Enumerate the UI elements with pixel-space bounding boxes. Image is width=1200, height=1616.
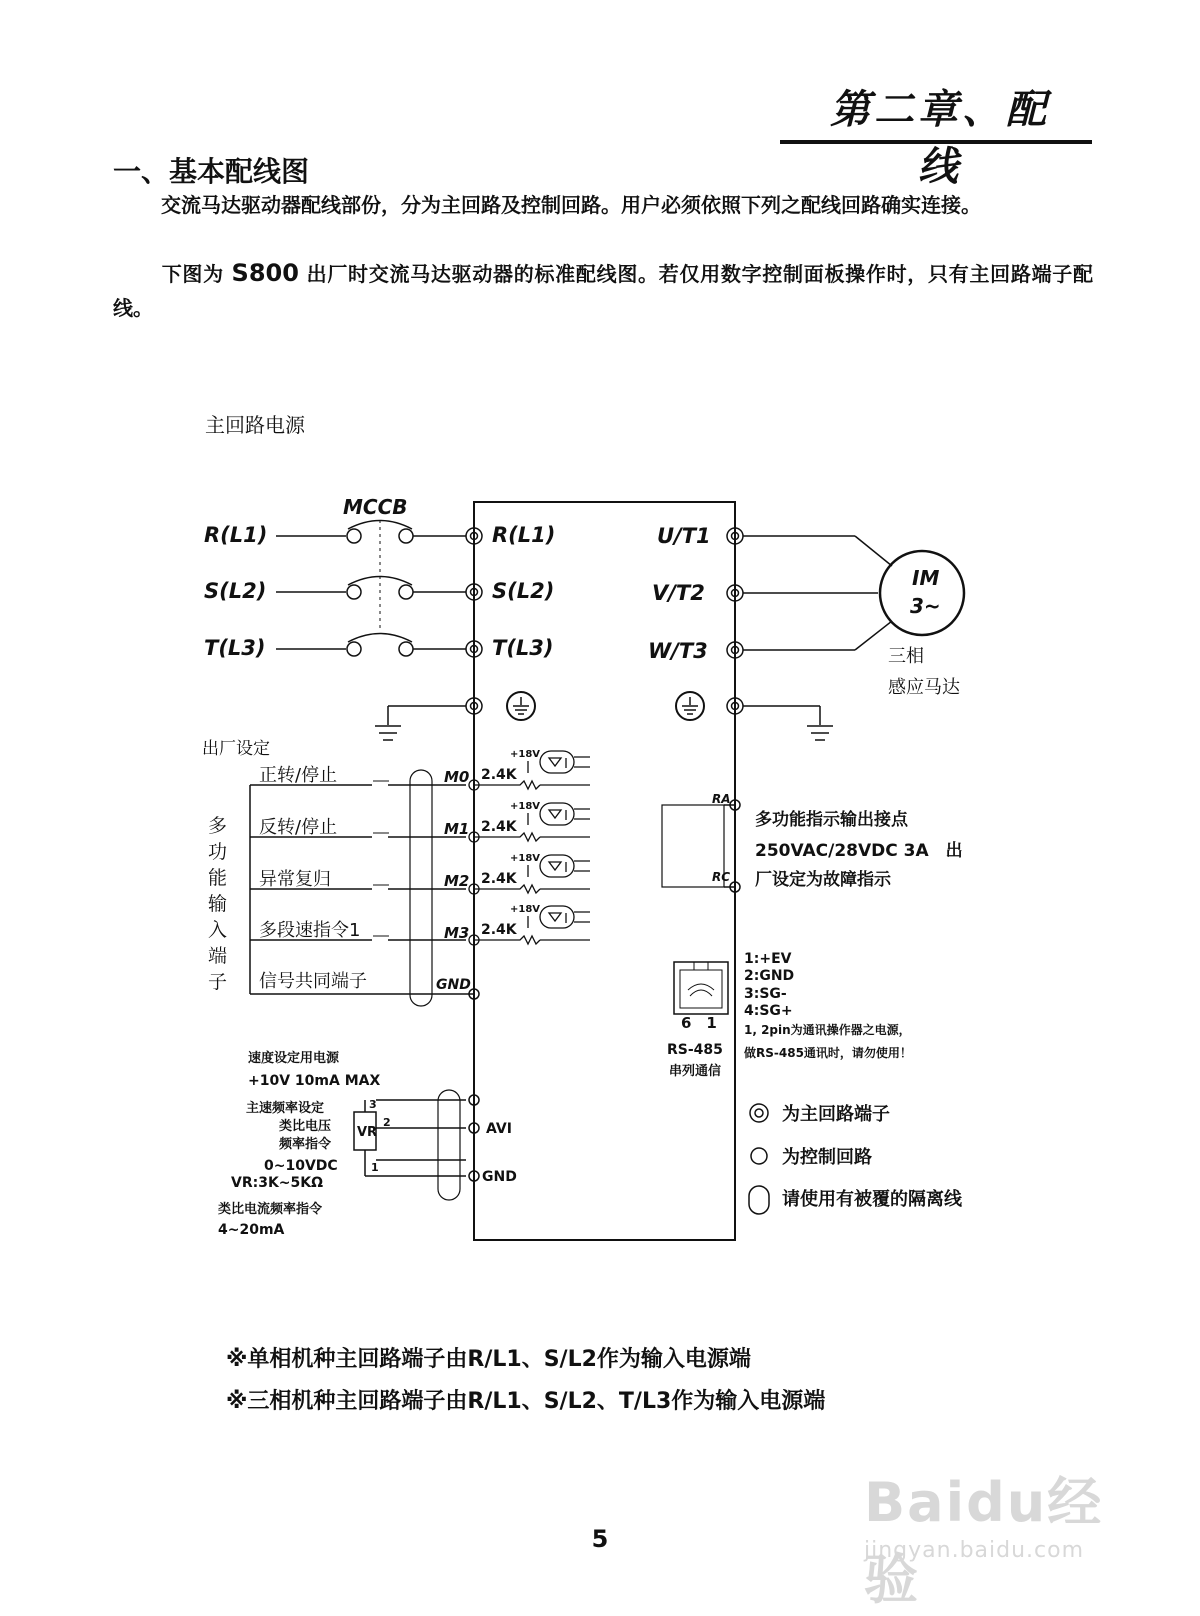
inputs-group-char: 功 [208, 841, 228, 863]
rs485-label: RS-485 [667, 1042, 723, 1058]
breaker-arc-t [348, 634, 412, 643]
shield-cable [410, 770, 432, 1006]
input-line-t: T(L3) [204, 636, 266, 660]
analog-current-1: 类比电流频率指令 [218, 1202, 323, 1217]
breaker-contact [347, 529, 361, 543]
opto-led [549, 810, 566, 820]
motor-circle [880, 551, 964, 635]
terminal-v: V/T2 [652, 581, 705, 605]
rs485-pin-numbers: 6 1 [681, 1014, 717, 1032]
relay-rc-label: RC [712, 870, 731, 884]
watermark-logo: Baidu经验 [864, 1471, 1104, 1611]
rs485-pin-4: 4:SG+ [744, 1003, 793, 1019]
inputs-group-char: 入 [208, 919, 228, 941]
rs485-note-1: 1, 2pin为通讯操作器之电源， [744, 1023, 911, 1037]
analog-desc-3: 频率指令 [279, 1137, 332, 1152]
switch-multispeed: 多段速指令1 [259, 920, 361, 941]
m0-label: M0 [444, 768, 470, 786]
terminal-u: U/T1 [657, 524, 711, 548]
vr-pin-1: 1 [371, 1161, 379, 1174]
opto-output [574, 809, 590, 819]
rs485-jack-inner [680, 962, 722, 1008]
inputs-group-char: 多 [208, 815, 228, 837]
intro-text: 交流马达驱动器配线部份，分为主回路及控制回路。用户必须依照下列之配线回路确实连接。 [161, 193, 981, 217]
rs485-pin-3: 3:SG- [744, 986, 787, 1002]
breaker-contact [347, 642, 361, 656]
switch-reset: 异常复归 [259, 869, 331, 890]
motor-caption-2: 感应马达 [888, 677, 960, 698]
note-single-phase: ※单相机种主回路端子由R/L1、S/L2作为输入电源端 [226, 1347, 751, 1372]
inputs-group-char: 输 [208, 893, 228, 915]
watermark-url: jingyan.baidu.com [864, 1538, 1085, 1563]
opto-led [549, 862, 566, 872]
rs485-note-2: 做RS-485通讯时，请勿使用！ [744, 1046, 912, 1060]
rs485-pins [688, 984, 714, 996]
relay-ra-label: RA [712, 792, 731, 806]
model-name: S800 [231, 259, 299, 287]
legend-control-circuit: 为控制回路 [782, 1147, 872, 1168]
legend-main-icon-inner [755, 1109, 763, 1117]
relay-desc-3: 厂设定为故障指示 [755, 870, 891, 890]
m1-label: M1 [444, 820, 470, 838]
analog-shield [438, 1090, 460, 1200]
rs485-label-2: 串列通信 [669, 1064, 722, 1079]
input-line-s: S(L2) [204, 579, 267, 603]
breaker-contact [347, 585, 361, 599]
inputs-group-char: 端 [208, 945, 228, 967]
vr-pin-3: 3 [369, 1098, 377, 1111]
analog-gnd-label: GND [482, 1169, 517, 1185]
wire-w-motor [855, 621, 892, 650]
rs485-pin-2: 2:GND [744, 968, 795, 984]
legend-shielded-wire: 请使用有被覆的隔离线 [782, 1189, 962, 1210]
chapter-rule [780, 140, 1092, 144]
switch-lever [373, 781, 389, 936]
common-terminal-label: 信号共同端子 [259, 971, 367, 992]
motor-label-1: IM [912, 566, 940, 590]
resistor-label: 2.4K [481, 819, 517, 835]
section-title: 一、基本配线图 [113, 155, 310, 188]
optocoupler [540, 803, 574, 825]
switch-reverse: 反转/停止 [259, 817, 338, 838]
avi-label: AVI [486, 1121, 512, 1137]
opto-led [549, 758, 566, 768]
diagram-title: 主回路电源 [205, 413, 305, 437]
analog-desc-1: 主速频率设定 [246, 1101, 325, 1116]
note-three-phase: ※三相机种主回路端子由R/L1、S/L2、T/L3作为输入电源端 [226, 1389, 826, 1414]
breaker-contact [399, 529, 413, 543]
chapter-title: 第二章、配 线 [830, 87, 1094, 190]
analog-vr-range: VR:3K~5KΩ [231, 1175, 324, 1191]
analog-current-2: 4~20mA [218, 1222, 285, 1238]
intro-paragraph [113, 188, 1093, 222]
vr-label: VR [357, 1125, 378, 1140]
analog-range: 0~10VDC [264, 1158, 338, 1174]
optocoupler [540, 855, 574, 877]
optocoupler [540, 906, 574, 928]
terminal-r: R(L1) [492, 523, 556, 547]
optocoupler [540, 751, 574, 773]
motor-caption-1: 三相 [888, 646, 924, 667]
analog-supply-2: +10V 10mA MAX [248, 1073, 381, 1089]
m3-label: M3 [444, 924, 470, 942]
opto-output [574, 861, 590, 871]
wiring-diagram [0, 400, 1200, 1300]
resistor-label: 2.4K [481, 922, 517, 938]
m2-label: M2 [444, 872, 470, 890]
analog-desc-2: 类比电压 [279, 1119, 332, 1134]
analog-supply-1: 速度设定用电源 [248, 1051, 340, 1066]
vr-pin-2: 2 [383, 1116, 391, 1129]
relay-desc-1: 多功能指示输出接点 [755, 810, 908, 830]
baidu-watermark [864, 1460, 1134, 1611]
inputs-group-char: 子 [208, 971, 228, 993]
breaker-contact [399, 642, 413, 656]
pullup-label: +18V [510, 749, 541, 760]
motor-label-2: 3~ [910, 594, 941, 618]
common-gnd-label: GND [436, 977, 471, 993]
breaker-contact [399, 585, 413, 599]
page-number: 5 [591, 1525, 609, 1553]
terminal-s: S(L2) [492, 579, 555, 603]
factory-setting-label: 出厂设定 [202, 739, 270, 759]
para2-suffix: 出厂时交流马达驱动器的标准配线图。若仅用数字控制面板操作时，只有主回路端子配线。 [113, 262, 1094, 320]
wire-u-motor [855, 536, 892, 566]
switch-forward: 正转/停止 [259, 765, 338, 786]
rs485-pin-1: 1:+EV [744, 951, 792, 967]
legend-main-circuit: 为主回路端子 [782, 1104, 890, 1125]
opto-output [574, 757, 590, 767]
relay-desc-2: 250VAC/28VDC 3A 出 [755, 841, 963, 861]
inputs-group-char: 能 [208, 867, 228, 889]
opto-output [574, 912, 590, 922]
pullup-label: +18V [510, 801, 541, 812]
opto-led [549, 913, 566, 923]
inputs-group-label [208, 815, 227, 993]
pullup-label: +18V [510, 904, 541, 915]
mccb-label: MCCB [343, 495, 408, 519]
terminal-w: W/T3 [648, 639, 708, 663]
para2-prefix: 下图为 [161, 262, 224, 286]
legend-control-icon [751, 1148, 767, 1164]
legend-main-icon [750, 1104, 768, 1122]
pullup-label: +18V [510, 853, 541, 864]
resistor-label: 2.4K [481, 767, 517, 783]
resistor-label: 2.4K [481, 871, 517, 887]
input-line-r: R(L1) [204, 523, 268, 547]
terminal-t: T(L3) [492, 636, 554, 660]
diagram-paragraph [113, 256, 1093, 325]
legend-shield-icon [749, 1186, 769, 1214]
